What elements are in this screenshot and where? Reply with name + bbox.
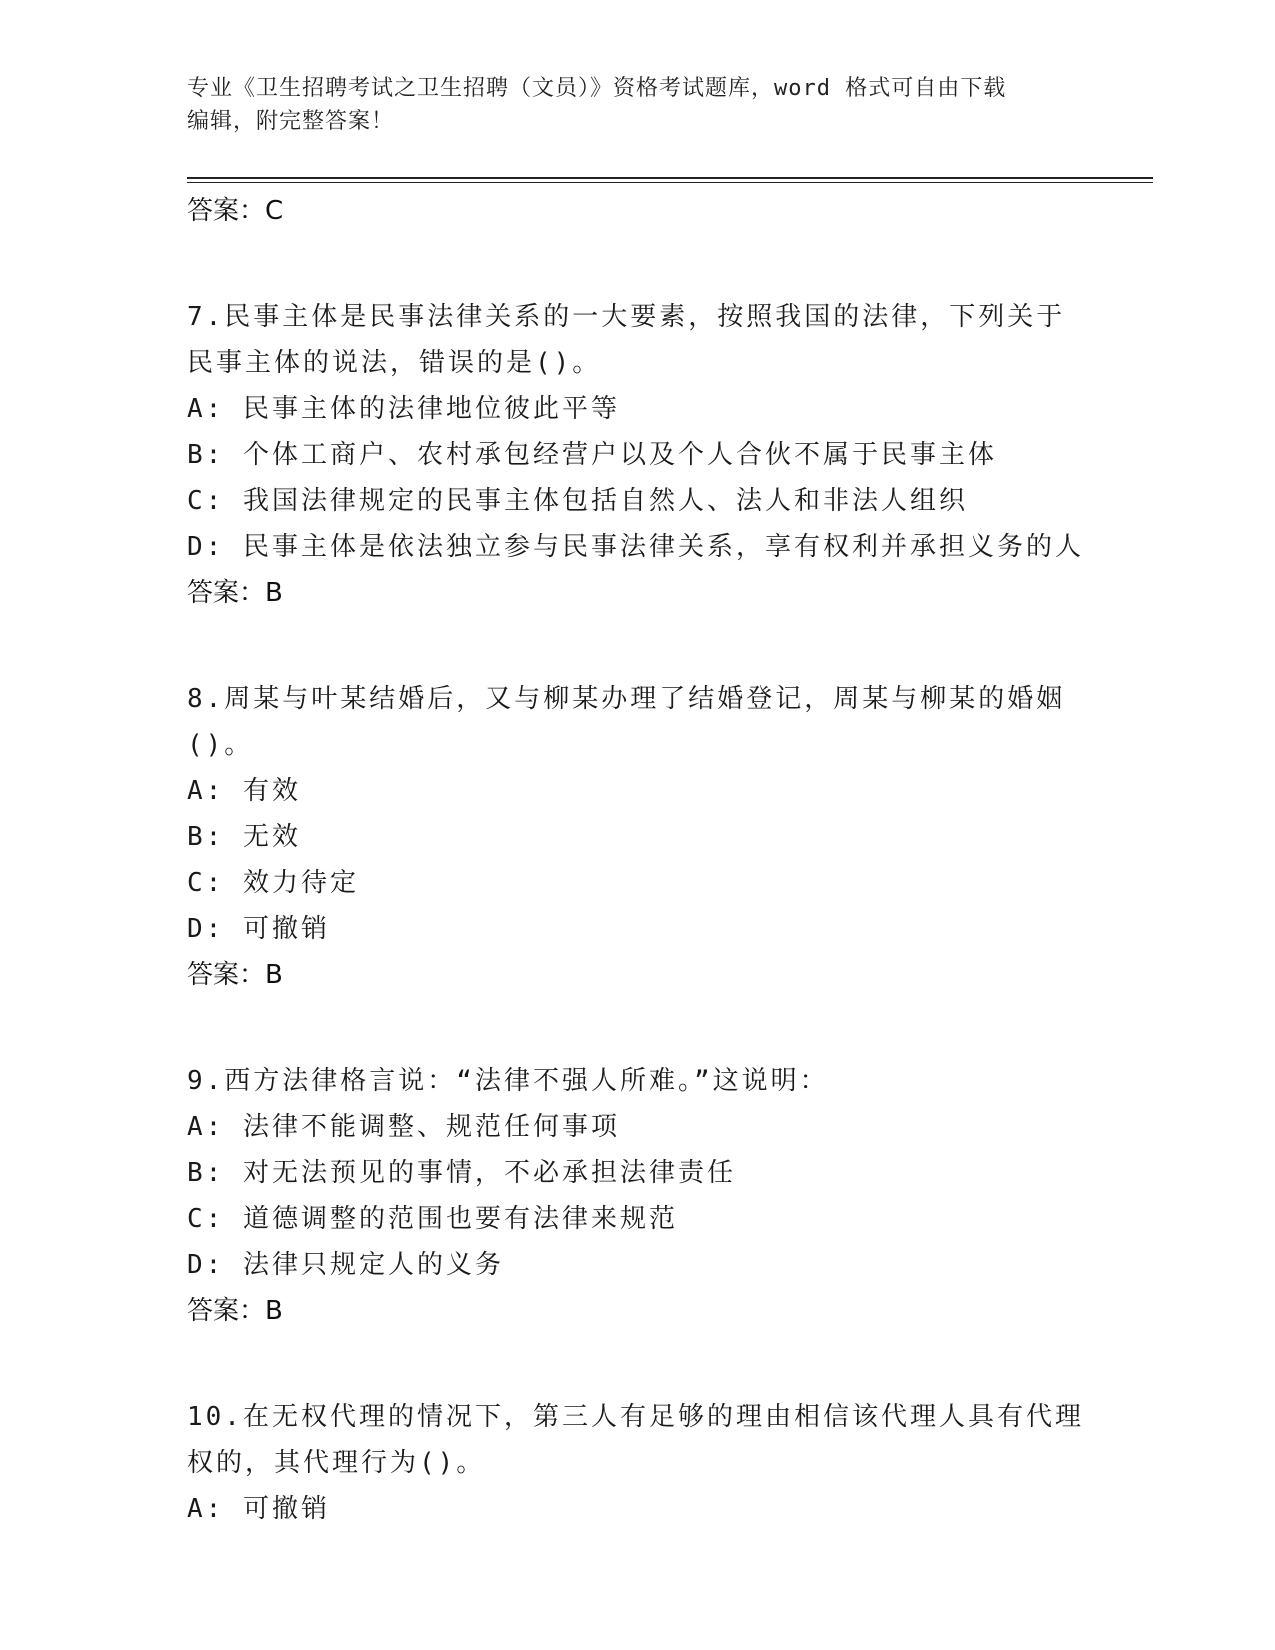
option-d: D: 法律只规定人的义务	[187, 1250, 504, 1280]
option-c: C: 效力待定	[187, 868, 359, 898]
header-line-2: 编辑，附完整答案！	[187, 109, 395, 134]
option-d: D: 民事主体是依法独立参与民事法律关系，享有权利并承担义务的人	[187, 532, 1084, 562]
page-header	[187, 72, 1087, 138]
question-text-line: ()。	[187, 730, 254, 760]
question-item	[187, 294, 1087, 616]
question-text-line: 权的，其代理行为()。	[187, 1448, 486, 1478]
answer-line: 答案：C	[187, 196, 284, 226]
option-c: C: 我国法律规定的民事主体包括自然人、法人和非法人组织	[187, 486, 968, 516]
option-a: A: 可撤销	[187, 1494, 330, 1524]
option-a: A: 法律不能调整、规范任何事项	[187, 1112, 620, 1142]
question-item	[187, 676, 1087, 998]
question-item	[187, 1058, 1087, 1334]
option-a: A: 民事主体的法律地位彼此平等	[187, 394, 620, 424]
question-text-line: 8.周某与叶某结婚后，又与柳某办理了结婚登记，周某与柳某的婚姻	[187, 684, 1066, 714]
answer-line: 答案：B	[187, 578, 283, 608]
header-line-1: 专业《卫生招聘考试之卫生招聘（文员）》资格考试题库，word 格式可自由下载	[187, 76, 1007, 101]
question-list	[187, 188, 1087, 1592]
answer-line: 答案：B	[187, 1296, 283, 1326]
question-text-line: 9.西方法律格言说：“法律不强人所难。”这说明：	[187, 1066, 829, 1096]
question-item	[187, 1394, 1087, 1532]
option-b: B: 个体工商户、农村承包经营户以及个人合伙不属于民事主体	[187, 440, 997, 470]
option-d: D: 可撤销	[187, 914, 330, 944]
option-b: B: 对无法预见的事情，不必承担法律责任	[187, 1158, 736, 1188]
question-text-line: 10.在无权代理的情况下，第三人有足够的理由相信该代理人具有代理	[187, 1402, 1084, 1432]
option-c: C: 道德调整的范围也要有法律来规范	[187, 1204, 678, 1234]
option-b: B: 无效	[187, 822, 301, 852]
answer-line: 答案：B	[187, 960, 283, 990]
header-divider-thick	[187, 177, 1153, 179]
option-a: A: 有效	[187, 776, 301, 806]
header-divider-thin	[187, 182, 1153, 183]
question-text-line: 7.民事主体是民事法律关系的一大要素，按照我国的法律，下列关于	[187, 302, 1066, 332]
question-text-line: 民事主体的说法，错误的是()。	[187, 348, 602, 378]
